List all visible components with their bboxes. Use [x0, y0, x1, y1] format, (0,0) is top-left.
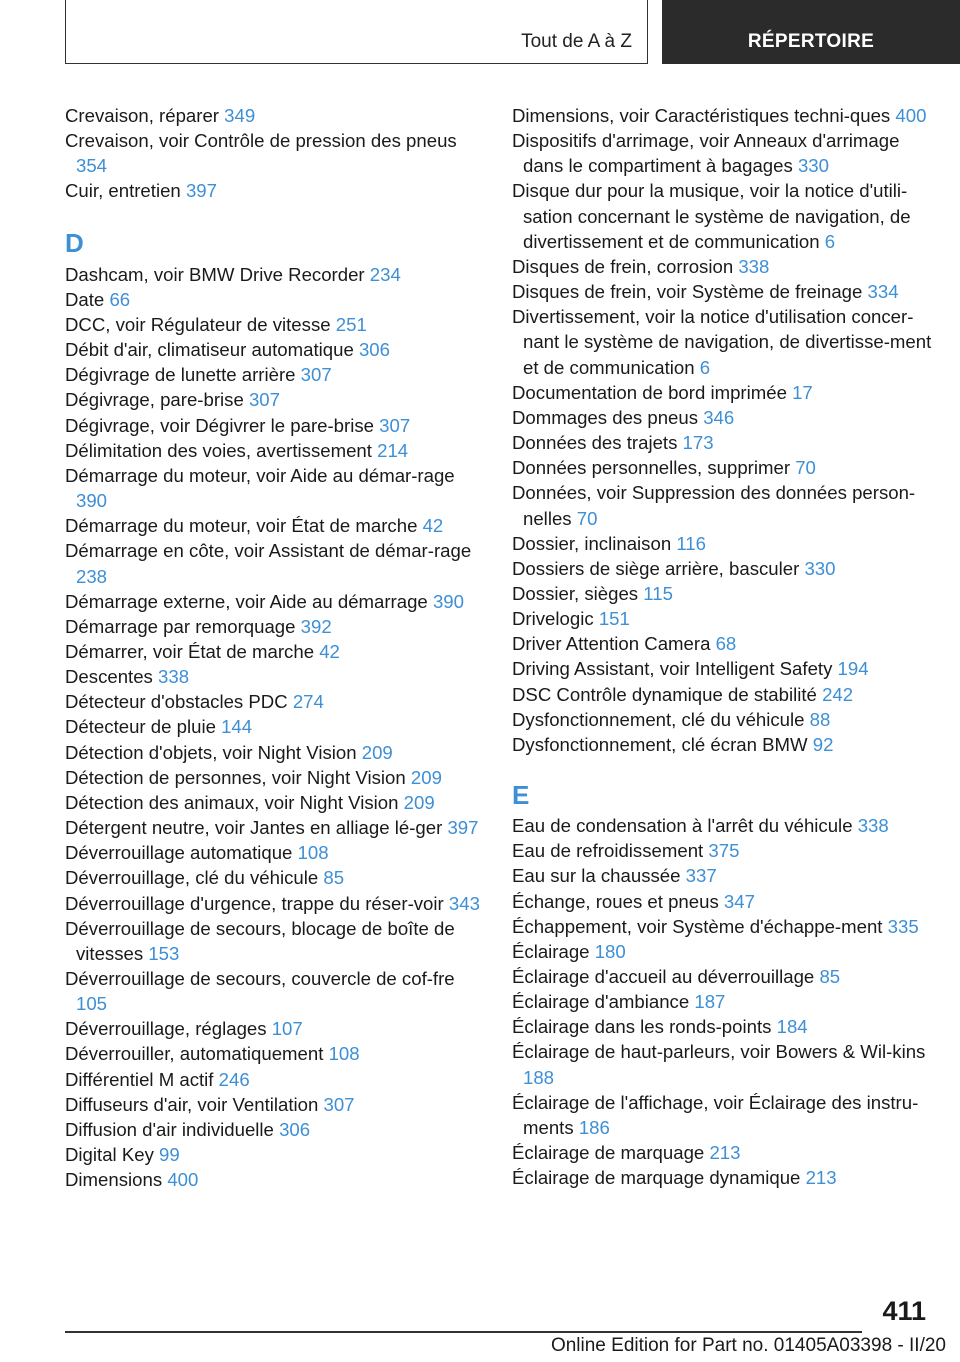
- index-entry: [512, 1140, 932, 1165]
- page-reference-link[interactable]: 209: [410, 766, 442, 788]
- index-entry: [512, 989, 932, 1014]
- entry-term: Date: [65, 288, 105, 310]
- index-entry: [65, 1117, 490, 1142]
- entry-term: Dossier, sièges: [512, 582, 639, 604]
- page-reference-link[interactable]: 335: [887, 915, 919, 937]
- page-reference-link[interactable]: 70: [795, 457, 816, 479]
- page-reference-link[interactable]: 397: [185, 180, 217, 202]
- index-entry: [65, 614, 490, 639]
- index-entry: [512, 430, 932, 455]
- index-entry: [65, 1142, 490, 1167]
- entry-term: Disques de frein, voir Système de freinage: [512, 281, 863, 303]
- index-entry: [512, 939, 932, 964]
- page-reference-link[interactable]: 307: [323, 1093, 355, 1115]
- page-reference-link[interactable]: 246: [218, 1068, 250, 1090]
- entry-term: Déverrouillage d'urgence, trappe du réser-voir: [65, 892, 444, 914]
- page-reference-link[interactable]: 184: [776, 1016, 808, 1038]
- page-reference-link[interactable]: 194: [837, 658, 869, 680]
- index-entry: [512, 480, 932, 530]
- entry-term: Dimensions: [65, 1169, 163, 1191]
- entry-term: Crevaison, voir Contrôle de pression des pneus: [65, 130, 457, 152]
- page-reference-link[interactable]: 188: [523, 1066, 555, 1088]
- index-entry: [65, 337, 490, 362]
- entry-term: Déverrouiller, automatiquement: [65, 1043, 324, 1065]
- index-column-right: [512, 103, 932, 1190]
- page-reference-link[interactable]: 144: [221, 716, 253, 738]
- entry-term: Éclairage de l'affichage, voir Éclairage des instru-ments: [512, 1091, 919, 1138]
- index-entry: [512, 531, 932, 556]
- entry-term: Détection d'objets, voir Night Vision: [65, 741, 357, 763]
- index-entry: [65, 513, 490, 538]
- page-reference-link[interactable]: 307: [300, 364, 332, 386]
- entry-term: Dimensions, voir Caractéristiques techni-ques: [512, 105, 891, 126]
- entry-term: Digital Key: [65, 1144, 154, 1166]
- index-entry: [512, 964, 932, 989]
- page-reference-link[interactable]: 180: [594, 940, 626, 962]
- page-reference-link[interactable]: 68: [715, 633, 737, 655]
- index-entry: [65, 438, 490, 463]
- page-reference-link[interactable]: 354: [76, 155, 108, 177]
- entry-term: Divertissement, voir la notice d'utilisation concer-nant le système de navigation, de divertisse-ment et de communication: [512, 306, 932, 378]
- entry-term: Driver Attention Camera: [512, 633, 711, 655]
- page-reference-link[interactable]: 347: [723, 890, 755, 912]
- entry-term: Dossier, inclinaison: [512, 532, 672, 554]
- entry-term: Données, voir Suppression des données person-nelles: [512, 482, 916, 529]
- page-reference-link[interactable]: 151: [598, 608, 630, 630]
- entry-term: Éclairage de marquage: [512, 1142, 705, 1164]
- page-reference-link[interactable]: 209: [403, 791, 435, 813]
- page-reference-link[interactable]: 209: [361, 741, 393, 763]
- entry-term: DSC Contrôle dynamique de stabilité: [512, 683, 817, 705]
- entry-term: Descentes: [65, 666, 153, 688]
- index-entry: [65, 463, 490, 513]
- index-column-left: [65, 103, 490, 1192]
- page-reference-link[interactable]: 330: [804, 557, 836, 579]
- page-reference-link[interactable]: 105: [76, 993, 108, 1015]
- entry-term: Éclairage d'accueil au déverrouillage: [512, 966, 815, 987]
- index-entry: [65, 287, 490, 312]
- page-reference-link[interactable]: 115: [643, 582, 673, 604]
- index-entry: [65, 740, 490, 765]
- footer-divider: [65, 1331, 862, 1333]
- index-entry: [512, 103, 932, 128]
- index-entry: [65, 664, 490, 689]
- index-entry: [512, 1014, 932, 1039]
- index-entry: [65, 815, 490, 840]
- entry-term: Driving Assistant, voir Intelligent Safety: [512, 658, 833, 680]
- entry-term: Dashcam, voir BMW Drive Recorder: [65, 263, 365, 285]
- entry-term: Déverrouillage automatique: [65, 842, 293, 864]
- index-entry: [65, 765, 490, 790]
- entry-term: Disque dur pour la musique, voir la notice d'utili-sation concernant le système de navigation, de divertissement et de communication: [512, 180, 911, 252]
- page-reference-link[interactable]: 42: [319, 640, 340, 662]
- entry-term: Démarrage par remorquage: [65, 615, 296, 637]
- entry-term: Démarrer, voir État de marche: [65, 640, 315, 662]
- index-entry: [65, 262, 490, 287]
- entry-term: Dégivrage, pare-brise: [65, 389, 244, 411]
- entry-term: Éclairage de haut-parleurs, voir Bowers & Wil-kins: [512, 1041, 926, 1063]
- entry-term: Démarrage en côte, voir Assistant de démar-rage: [65, 540, 472, 562]
- entry-term: Cuir, entretien: [65, 180, 181, 202]
- entry-term: Déverrouillage, réglages: [65, 1018, 267, 1040]
- index-entry: [512, 279, 932, 304]
- entry-term: Dispositifs d'arrimage, voir Anneaux d'arrimage dans le compartiment à bagages: [512, 130, 900, 177]
- entry-term: Diffusion d'air individuelle: [65, 1118, 274, 1140]
- index-entry: [512, 380, 932, 405]
- page-reference-link[interactable]: 343: [448, 892, 480, 914]
- entry-term: Échappement, voir Système d'échappe-ment: [512, 915, 883, 937]
- entry-term: DCC, voir Régulateur de vitesse: [65, 313, 331, 335]
- page-reference-link[interactable]: 338: [738, 255, 770, 277]
- index-entry: [512, 1039, 932, 1089]
- index-entry: [65, 1041, 490, 1066]
- entry-term: Éclairage: [512, 940, 590, 962]
- index-letter-d: D: [65, 227, 84, 258]
- entry-term: Déverrouillage de secours, blocage de boîte de vitesses: [65, 917, 455, 964]
- page-reference-link[interactable]: 153: [148, 942, 180, 964]
- page-reference-link[interactable]: 173: [682, 432, 714, 454]
- page-reference-link[interactable]: 337: [685, 865, 717, 887]
- entry-term: Dysfonctionnement, clé du véhicule: [512, 708, 805, 730]
- index-letter-e: E: [512, 780, 530, 811]
- entry-term: Dégivrage de lunette arrière: [65, 364, 296, 386]
- index-entry: [512, 914, 932, 939]
- page-reference-link[interactable]: 108: [297, 842, 329, 864]
- index-entry: [65, 589, 490, 614]
- entry-term: Déverrouillage, clé du véhicule: [65, 867, 319, 889]
- index-entry: [65, 387, 490, 412]
- index-entry: [512, 556, 932, 581]
- page-reference-link[interactable]: 349: [224, 105, 256, 126]
- page-reference-link[interactable]: 6: [824, 230, 836, 252]
- index-entry: [512, 1165, 932, 1190]
- entry-term: Débit d'air, climatiseur automatique: [65, 339, 354, 361]
- entry-term: Eau sur la chaussée: [512, 865, 681, 887]
- index-entry: [65, 966, 490, 1016]
- index-entry: [512, 631, 932, 656]
- page-reference-link[interactable]: 6: [699, 356, 711, 378]
- entry-term: Documentation de bord imprimée: [512, 381, 787, 403]
- page-reference-link[interactable]: 88: [809, 708, 831, 730]
- index-entry: [512, 732, 932, 757]
- index-entry: [65, 639, 490, 664]
- index-entry: [512, 889, 932, 914]
- page-reference-link[interactable]: 306: [358, 339, 390, 361]
- page-reference-link[interactable]: 99: [159, 1144, 180, 1166]
- page-reference-link[interactable]: 213: [709, 1142, 741, 1164]
- page-reference-link[interactable]: 334: [867, 281, 899, 303]
- page-reference-link[interactable]: 70: [576, 507, 598, 529]
- page-number: 411: [882, 1296, 926, 1326]
- index-entry: [512, 304, 932, 379]
- section-title: Tout de A à Z: [521, 31, 632, 52]
- index-entry: [65, 790, 490, 815]
- index-entry: [65, 714, 490, 739]
- page-reference-link[interactable]: 400: [167, 1169, 199, 1191]
- page-reference-link[interactable]: 108: [328, 1043, 360, 1065]
- page-reference-link[interactable]: 85: [323, 867, 345, 889]
- page-reference-link[interactable]: 213: [805, 1167, 837, 1189]
- index-entry: [512, 863, 932, 888]
- index-entry: [65, 1067, 490, 1092]
- index-entry: [65, 362, 490, 387]
- index-entry: [65, 178, 490, 203]
- index-entry: [65, 865, 490, 890]
- entry-term: Dommages des pneus: [512, 406, 699, 428]
- index-entry: [65, 103, 490, 128]
- page-reference-link[interactable]: 107: [271, 1018, 303, 1040]
- page-reference-link[interactable]: 307: [248, 389, 280, 411]
- entry-term: Eau de refroidissement: [512, 840, 704, 862]
- index-entry: [65, 128, 490, 178]
- entry-term: Dysfonctionnement, clé écran BMW: [512, 733, 808, 755]
- page-reference-link[interactable]: 242: [822, 683, 854, 705]
- page-reference-link[interactable]: 307: [379, 414, 411, 436]
- page-reference-link[interactable]: 238: [76, 565, 108, 587]
- index-entry: [512, 707, 932, 732]
- entry-term: Différentiel M actif: [65, 1068, 214, 1090]
- page-reference-link[interactable]: 397: [447, 817, 479, 839]
- index-entry: [512, 581, 932, 606]
- page-reference-link[interactable]: 66: [109, 288, 131, 310]
- index-entry: [65, 413, 490, 438]
- index-entry: [512, 178, 932, 253]
- edition-footer: Online Edition for Part no. 01405A03398 - II/20: [550, 1335, 946, 1356]
- index-entry: [512, 128, 932, 178]
- entry-term: Déverrouillage de secours, couvercle de cof-fre: [65, 968, 455, 989]
- page-reference-link[interactable]: 17: [792, 381, 813, 403]
- entry-term: Détection des animaux, voir Night Vision: [65, 791, 399, 813]
- page-reference-link[interactable]: 306: [279, 1118, 311, 1140]
- entry-term: Données personnelles, supprimer: [512, 457, 791, 479]
- index-entry: [512, 813, 932, 838]
- page-reference-link[interactable]: 187: [694, 991, 726, 1013]
- index-entry: [65, 891, 490, 916]
- page-reference-link[interactable]: 375: [708, 840, 740, 862]
- page-reference-link[interactable]: 346: [703, 406, 735, 428]
- index-entry: [65, 916, 490, 966]
- page-reference-link[interactable]: 116: [676, 532, 706, 554]
- page-reference-link[interactable]: 85: [819, 966, 841, 987]
- index-entry: [512, 254, 932, 279]
- tab-repertoire[interactable]: RÉPERTOIRE: [662, 0, 960, 64]
- entry-term: Dossiers de siège arrière, basculer: [512, 557, 800, 579]
- entry-term: Détection de personnes, voir Night Vision: [65, 766, 406, 788]
- page-reference-link[interactable]: 330: [797, 155, 829, 177]
- entry-term: Détergent neutre, voir Jantes en alliage lé-ger: [65, 817, 443, 839]
- index-entry: [65, 538, 490, 588]
- entry-term: Drivelogic: [512, 608, 594, 630]
- entry-term: Crevaison, réparer: [65, 105, 219, 126]
- page-reference-link[interactable]: 186: [578, 1116, 610, 1138]
- index-entry: [512, 455, 932, 480]
- page-reference-link[interactable]: 234: [369, 263, 401, 285]
- entry-term: Démarrage externe, voir Aide au démarrage: [65, 590, 428, 612]
- entry-term: Éclairage d'ambiance: [512, 991, 690, 1013]
- entry-term: Démarrage du moteur, voir Aide au démar-rage: [65, 464, 455, 486]
- page-reference-link[interactable]: 338: [857, 815, 889, 837]
- page-reference-link[interactable]: 390: [76, 490, 108, 512]
- page-reference-link[interactable]: 251: [335, 313, 367, 335]
- entry-term: Eau de condensation à l'arrêt du véhicule: [512, 815, 853, 837]
- entry-term: Échange, roues et pneus: [512, 890, 719, 912]
- entry-term: Démarrage du moteur, voir État de marche: [65, 515, 418, 537]
- index-entry: [512, 838, 932, 863]
- index-entry: [65, 1167, 490, 1192]
- index-entry: [512, 405, 932, 430]
- index-entry: [512, 1090, 932, 1140]
- entry-term: Dégivrage, voir Dégivrer le pare-brise: [65, 414, 374, 436]
- entry-term: Délimitation des voies, avertissement: [65, 439, 372, 461]
- entry-term: Détecteur d'obstacles PDC: [65, 691, 288, 713]
- page-reference-link[interactable]: 42: [422, 515, 444, 537]
- page-reference-link[interactable]: 400: [895, 105, 927, 126]
- index-entry: [512, 656, 932, 681]
- page-reference-link[interactable]: 390: [432, 590, 464, 612]
- index-entry: [65, 312, 490, 337]
- page-reference-link[interactable]: 92: [812, 733, 834, 755]
- index-entry: [65, 689, 490, 714]
- page-reference-link[interactable]: 274: [292, 691, 324, 713]
- entry-term: Données des trajets: [512, 432, 678, 454]
- index-entry: [512, 682, 932, 707]
- entry-term: Diffuseurs d'air, voir Ventilation: [65, 1093, 319, 1115]
- page-reference-link[interactable]: 338: [158, 666, 190, 688]
- index-entry: [65, 1092, 490, 1117]
- page-reference-link[interactable]: 392: [300, 615, 332, 637]
- index-entry: [65, 1016, 490, 1041]
- entry-term: Disques de frein, corrosion: [512, 255, 734, 277]
- entry-term: Éclairage dans les ronds-points: [512, 1016, 772, 1038]
- index-entry: [65, 840, 490, 865]
- page-reference-link[interactable]: 214: [377, 439, 409, 461]
- index-entry: [512, 606, 932, 631]
- entry-term: Éclairage de marquage dynamique: [512, 1167, 801, 1189]
- entry-term: Détecteur de pluie: [65, 716, 216, 738]
